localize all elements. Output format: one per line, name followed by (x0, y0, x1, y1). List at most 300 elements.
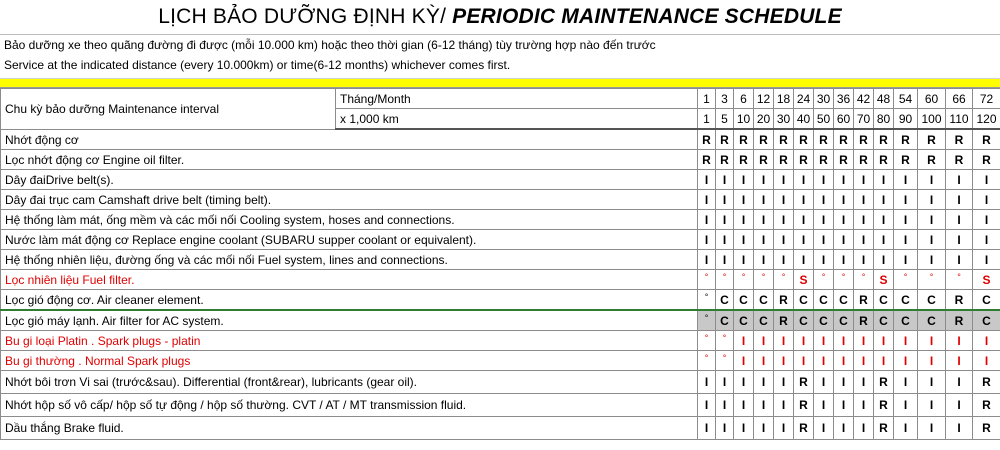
schedule-mark (814, 190, 834, 210)
row-label: Hệ thống nhiên liệu, đường ống và các mối nối Fuel system, lines and connections. (1, 250, 698, 270)
check-circle-mark: ° (781, 272, 786, 282)
mark-letter: I (801, 353, 806, 368)
mark-letter: I (821, 375, 826, 389)
mark-letter: C (799, 292, 808, 307)
mark-letter: R (879, 421, 888, 435)
mark-letter: I (984, 333, 989, 348)
schedule-mark (834, 290, 854, 311)
schedule-mark (834, 270, 854, 290)
schedule-mark (734, 417, 754, 440)
month-value: 24 (794, 89, 814, 109)
schedule-mark (698, 417, 716, 440)
schedule-mark (754, 371, 774, 394)
mark-letter: R (819, 132, 828, 147)
mark-letter: C (879, 313, 888, 328)
schedule-mark (946, 129, 973, 150)
schedule-mark (698, 150, 716, 170)
mark-letter: R (720, 152, 729, 167)
mark-letter: I (821, 398, 826, 412)
schedule-mark (716, 371, 734, 394)
mark-letter: I (704, 421, 709, 435)
schedule-mark (918, 230, 946, 250)
schedule-mark (854, 250, 874, 270)
mark-letter: I (957, 353, 961, 368)
mark-letter: R (859, 313, 868, 328)
km-value: 30 (774, 109, 794, 130)
schedule-mark (716, 150, 734, 170)
schedule-mark (854, 190, 874, 210)
mark-letter: R (927, 132, 936, 147)
mark-letter: I (761, 353, 766, 368)
row-label: Lọc nhiên liệu Fuel filter. (1, 270, 698, 290)
mark-letter: I (841, 353, 846, 368)
schedule-mark (774, 210, 794, 230)
schedule-mark (973, 371, 1000, 394)
check-circle-mark: ° (861, 272, 866, 282)
row-label: Nhớt động cơ (1, 129, 698, 150)
km-value: 5 (716, 109, 734, 130)
schedule-mark (814, 394, 834, 417)
km-value: 110 (946, 109, 973, 130)
mark-letter: I (929, 172, 934, 187)
mark-letter: I (704, 192, 709, 207)
schedule-mark (698, 170, 716, 190)
row-label: Nước làm mát động cơ Replace engine coolant (SUBARU supper coolant or equivalent). (1, 230, 698, 250)
mark-letter: I (722, 398, 727, 412)
mark-letter: I (903, 353, 908, 368)
schedule-mark (754, 331, 774, 351)
row-label: Lọc gió động cơ. Air cleaner element. (1, 290, 698, 311)
mark-letter: I (741, 353, 746, 368)
mark-letter: C (927, 292, 936, 307)
km-value: 60 (834, 109, 854, 130)
mark-letter: I (821, 192, 826, 207)
schedule-mark (716, 250, 734, 270)
mark-letter: I (929, 353, 934, 368)
maintenance-table (0, 88, 1000, 440)
schedule-mark (794, 371, 814, 394)
schedule-mark (814, 230, 834, 250)
schedule-mark (834, 371, 854, 394)
mark-letter: R (859, 292, 868, 307)
km-value: 90 (894, 109, 918, 130)
mark-letter: I (861, 172, 866, 187)
schedule-mark (854, 150, 874, 170)
schedule-mark (698, 210, 716, 230)
mark-letter: R (982, 152, 991, 167)
schedule-mark (794, 351, 814, 371)
mark-letter: I (861, 353, 866, 368)
schedule-mark (918, 394, 946, 417)
schedule-mark (918, 150, 946, 170)
mark-letter: R (702, 152, 711, 167)
month-value: 66 (946, 89, 973, 109)
mark-letter: I (861, 375, 866, 389)
schedule-mark (946, 230, 973, 250)
schedule-mark (698, 250, 716, 270)
mark-letter: R (779, 292, 788, 307)
schedule-mark (716, 331, 734, 351)
km-value: 20 (754, 109, 774, 130)
schedule-mark (894, 270, 918, 290)
mark-letter: I (841, 333, 846, 348)
mark-letter: R (954, 313, 964, 328)
schedule-mark (834, 210, 854, 230)
check-circle-mark: ° (903, 272, 908, 282)
schedule-mark (973, 351, 1000, 371)
mark-letter: I (984, 212, 989, 227)
month-value: 3 (716, 89, 734, 109)
schedule-mark (754, 210, 774, 230)
month-value: 12 (754, 89, 774, 109)
schedule-mark (774, 417, 794, 440)
schedule-mark (973, 190, 1000, 210)
km-value: 70 (854, 109, 874, 130)
mark-letter: C (839, 292, 848, 307)
schedule-mark (834, 351, 854, 371)
page-title (0, 0, 1000, 35)
table-row (1, 290, 1000, 311)
mark-letter: I (801, 192, 806, 207)
schedule-mark (716, 417, 734, 440)
mark-letter: I (761, 232, 766, 247)
schedule-mark (754, 417, 774, 440)
mark-letter: I (841, 192, 846, 207)
schedule-mark (854, 417, 874, 440)
schedule-mark (854, 170, 874, 190)
schedule-mark (854, 310, 874, 331)
mark-letter: I (957, 172, 961, 187)
mark-letter: I (741, 212, 746, 227)
schedule-mark (774, 250, 794, 270)
schedule-mark (894, 170, 918, 190)
schedule-mark (754, 351, 774, 371)
schedule-mark (698, 394, 716, 417)
schedule-mark (834, 170, 854, 190)
schedule-mark (774, 270, 794, 290)
mark-letter: R (954, 152, 964, 167)
row-label: Dây đai trục cam Camshaft drive belt (timing belt). (1, 190, 698, 210)
mark-letter: I (761, 398, 766, 412)
mark-letter: I (957, 333, 961, 348)
mark-letter: I (722, 212, 727, 227)
mark-letter: I (704, 172, 709, 187)
mark-letter: I (801, 333, 806, 348)
schedule-mark (973, 310, 1000, 331)
schedule-mark (716, 170, 734, 190)
schedule-mark (973, 250, 1000, 270)
mark-letter: I (821, 172, 826, 187)
schedule-mark (754, 150, 774, 170)
schedule-mark (734, 170, 754, 190)
schedule-mark (834, 190, 854, 210)
schedule-mark (794, 190, 814, 210)
mark-letter: I (984, 353, 989, 368)
schedule-mark (854, 290, 874, 311)
mark-letter: R (982, 132, 991, 147)
km-value: 120 (973, 109, 1000, 130)
schedule-mark (734, 310, 754, 331)
schedule-mark (734, 270, 754, 290)
title-vietnamese: LỊCH BẢO DƯỠNG ĐỊNH KỲ/ (158, 5, 453, 28)
schedule-mark (754, 310, 774, 331)
schedule-mark (734, 190, 754, 210)
row-label: Dây đaiDrive belt(s). (1, 170, 698, 190)
schedule-mark (894, 230, 918, 250)
table-row (1, 351, 1000, 371)
schedule-mark (834, 250, 854, 270)
schedule-mark (854, 129, 874, 150)
schedule-mark (794, 417, 814, 440)
schedule-mark (918, 290, 946, 311)
schedule-mark (774, 129, 794, 150)
schedule-mark (754, 129, 774, 150)
schedule-mark (734, 331, 754, 351)
schedule-mark (874, 371, 894, 394)
mark-letter: I (741, 172, 746, 187)
schedule-mark (834, 417, 854, 440)
mark-letter: I (821, 232, 826, 247)
check-circle-mark: ° (704, 292, 709, 302)
mark-letter: I (957, 192, 961, 207)
table-row (1, 331, 1000, 351)
mark-letter: I (821, 421, 826, 435)
schedule-mark (973, 290, 1000, 311)
mark-letter: I (881, 353, 886, 368)
schedule-mark (814, 331, 834, 351)
mark-letter: I (903, 333, 908, 348)
mark-letter: I (929, 252, 934, 267)
km-value: 10 (734, 109, 754, 130)
header-row-months (1, 89, 1000, 109)
mark-letter: I (841, 212, 846, 227)
mark-letter: I (722, 232, 727, 247)
mark-letter: I (861, 421, 866, 435)
mark-letter: I (841, 398, 846, 412)
schedule-mark (854, 394, 874, 417)
schedule-mark (894, 129, 918, 150)
mark-letter: R (739, 132, 748, 147)
schedule-mark (834, 150, 854, 170)
schedule-mark (946, 210, 973, 230)
mark-letter: I (881, 252, 886, 267)
mark-letter: I (861, 232, 866, 247)
mark-letter: I (929, 192, 934, 207)
schedule-mark (834, 394, 854, 417)
schedule-mark (734, 394, 754, 417)
mark-letter: R (779, 152, 788, 167)
schedule-mark (973, 230, 1000, 250)
schedule-mark (834, 230, 854, 250)
table-row (1, 230, 1000, 250)
mark-letter: R (879, 152, 888, 167)
row-label: Hệ thống làm mát, ống mềm và các mối nối Cooling system, hoses and connections. (1, 210, 698, 230)
mark-letter: I (821, 212, 826, 227)
mark-letter: I (781, 172, 786, 187)
mark-letter: I (841, 232, 846, 247)
table-row (1, 129, 1000, 150)
schedule-mark (918, 210, 946, 230)
table-row (1, 394, 1000, 417)
mark-letter: I (722, 172, 727, 187)
schedule-mark (973, 150, 1000, 170)
km-value: 100 (918, 109, 946, 130)
schedule-mark (834, 310, 854, 331)
check-circle-mark: ° (704, 333, 709, 343)
check-circle-mark: ° (722, 353, 727, 363)
month-value: 30 (814, 89, 834, 109)
mark-letter: R (839, 132, 848, 147)
mark-letter: R (879, 375, 888, 389)
schedule-mark (734, 250, 754, 270)
mark-letter: I (801, 212, 806, 227)
row-label: Lọc gió máy lạnh. Air filter for AC system. (1, 310, 698, 331)
mark-letter: R (859, 152, 868, 167)
schedule-mark (834, 129, 854, 150)
mark-letter: C (759, 313, 768, 328)
table-row (1, 170, 1000, 190)
mark-letter: R (779, 313, 788, 328)
schedule-mark (946, 394, 973, 417)
table-row (1, 371, 1000, 394)
schedule-mark (814, 351, 834, 371)
schedule-mark (814, 290, 834, 311)
mark-letter: R (982, 375, 991, 389)
schedule-mark (774, 371, 794, 394)
check-circle-mark: ° (704, 353, 709, 363)
intro-text (0, 35, 1000, 75)
table-row (1, 190, 1000, 210)
schedule-mark (918, 170, 946, 190)
schedule-mark (874, 290, 894, 311)
schedule-mark (874, 250, 894, 270)
check-circle-mark: ° (957, 272, 961, 282)
km-label: x 1,000 km (336, 109, 698, 130)
schedule-mark (698, 290, 716, 311)
schedule-mark (734, 129, 754, 150)
schedule-mark (854, 230, 874, 250)
schedule-mark (794, 129, 814, 150)
mark-letter: C (720, 292, 729, 307)
mark-letter: C (819, 292, 828, 307)
mark-letter: R (879, 132, 888, 147)
schedule-mark (894, 210, 918, 230)
mark-letter: R (799, 152, 808, 167)
schedule-mark (918, 250, 946, 270)
mark-letter: I (801, 172, 806, 187)
schedule-mark (894, 250, 918, 270)
schedule-mark (698, 270, 716, 290)
schedule-mark (814, 129, 834, 150)
mark-letter: C (879, 292, 888, 307)
check-circle-mark: ° (761, 272, 766, 282)
schedule-mark (894, 331, 918, 351)
mark-letter: I (929, 212, 934, 227)
mark-letter: R (927, 152, 936, 167)
schedule-mark (894, 394, 918, 417)
schedule-mark (946, 417, 973, 440)
schedule-mark (698, 190, 716, 210)
month-value: 6 (734, 89, 754, 109)
mark-letter: I (929, 333, 934, 348)
schedule-mark (716, 394, 734, 417)
schedule-mark (946, 351, 973, 371)
mark-letter: C (759, 292, 768, 307)
km-value: 40 (794, 109, 814, 130)
schedule-mark (698, 230, 716, 250)
mark-letter: R (759, 152, 768, 167)
mark-letter: I (761, 172, 766, 187)
schedule-mark (946, 290, 973, 311)
km-value: 80 (874, 109, 894, 130)
schedule-mark (716, 190, 734, 210)
mark-letter: R (982, 398, 991, 412)
mark-letter: I (781, 421, 786, 435)
mark-letter: I (821, 353, 826, 368)
mark-letter: I (704, 212, 709, 227)
mark-letter: R (954, 132, 964, 147)
schedule-mark (814, 210, 834, 230)
schedule-mark (973, 394, 1000, 417)
schedule-mark (973, 129, 1000, 150)
schedule-mark (754, 250, 774, 270)
mark-letter: I (861, 252, 866, 267)
intro-line-english: Service at the indicated distance (every 10.000km) or time(6-12 months) whichever comes first. (4, 58, 511, 72)
mark-letter: I (984, 172, 989, 187)
mark-letter: I (929, 421, 934, 435)
schedule-mark (774, 170, 794, 190)
schedule-mark (973, 417, 1000, 440)
schedule-mark (874, 230, 894, 250)
schedule-mark (814, 170, 834, 190)
mark-letter: I (781, 398, 786, 412)
mark-letter: I (761, 192, 766, 207)
mark-letter: C (799, 313, 808, 328)
interval-label: Chu kỳ bảo dưỡng Maintenance interval (1, 89, 336, 130)
mark-letter: I (741, 232, 746, 247)
mark-letter: R (799, 132, 808, 147)
mark-letter: I (704, 232, 709, 247)
mark-letter: I (903, 172, 908, 187)
km-value: 1 (698, 109, 716, 130)
schedule-mark (754, 394, 774, 417)
mark-letter: I (704, 252, 709, 267)
mark-letter: I (929, 398, 934, 412)
row-label: Bu gi thường . Normal Spark plugs (1, 351, 698, 371)
mark-letter: I (861, 398, 866, 412)
check-circle-mark: ° (704, 313, 709, 323)
mark-letter: R (799, 375, 808, 389)
schedule-mark (734, 210, 754, 230)
row-label: Nhớt bôi trơn Vi sai (trước&sau). Differential (front&rear), lubricants (gear oil). (1, 371, 698, 394)
schedule-mark (698, 371, 716, 394)
row-label: Nhớt hộp số vô cấp/ hộp số tự động / hộp số thường. CVT / AT / MT transmission fluid. (1, 394, 698, 417)
mark-letter: R (779, 132, 788, 147)
schedule-mark (794, 150, 814, 170)
schedule-mark (794, 331, 814, 351)
schedule-mark (874, 351, 894, 371)
mark-letter: R (799, 421, 808, 435)
mark-letter: I (781, 375, 786, 389)
schedule-mark (734, 351, 754, 371)
month-value: 54 (894, 89, 918, 109)
mark-letter: I (704, 398, 709, 412)
mark-letter: C (819, 313, 828, 328)
mark-letter: I (841, 172, 846, 187)
schedule-mark (918, 310, 946, 331)
schedule-mark (716, 290, 734, 311)
row-label: Bu gi loại Platin . Spark plugs - platin (1, 331, 698, 351)
